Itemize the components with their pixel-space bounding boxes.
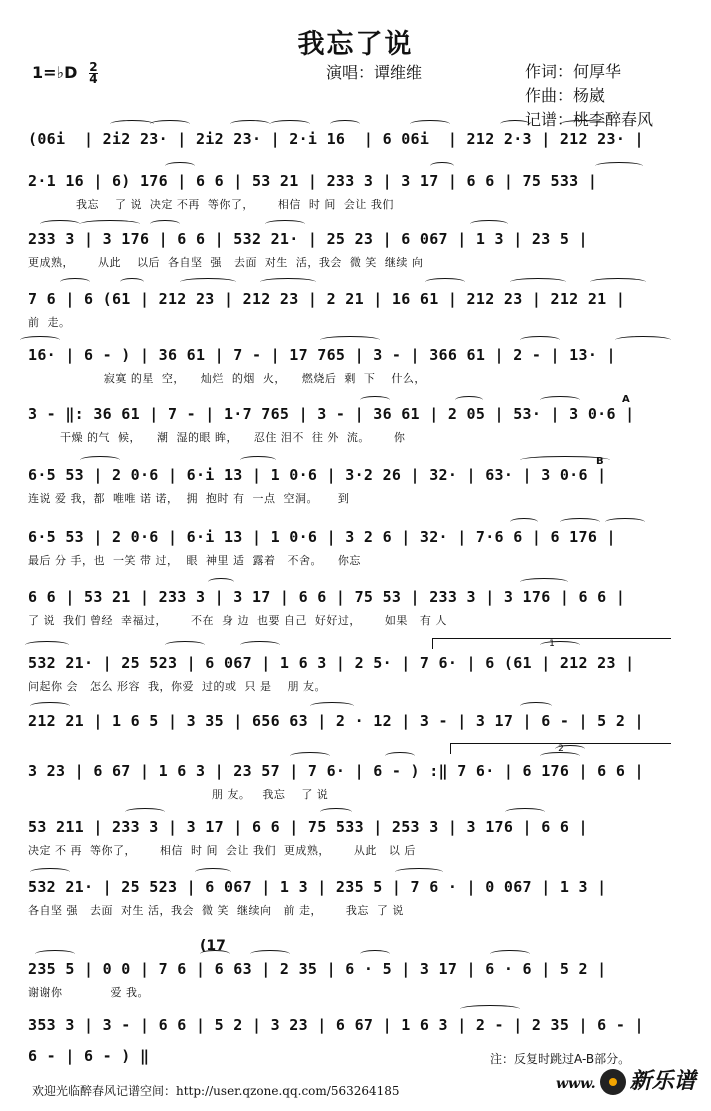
footer-text: 欢迎光临醉春风记谱空间：http://user.qzone.qq.com/563264185 [32,1084,400,1098]
lyric-line: 寂寞 的星 空， 灿烂 的烟 火， 燃烧后 剩 下 什么， [28,372,426,385]
slur-arc [60,278,90,286]
slur-arc [510,518,538,526]
notation-line: 6·5 53 | 2 0·6 | 6·i 13 | 1 0·6 | 3·2 26 | 32· | 63· | 3 0·6 | [28,466,607,484]
slur-arc [165,641,205,649]
slur-arc [470,220,508,228]
lyricist: 作词：何厚华 [525,62,622,81]
slur-arc [30,702,70,710]
notation-line: 532 21· | 25 523 | 6 067 | 1 3 | 235 5 | 7 6 · | 0 067 | 1 3 | [28,878,607,896]
notation-line: 532 21· | 25 523 | 6 067 | 1 6 3 | 2 5· | 7 6· | 6 (61 | 212 23 | [28,654,635,672]
slur-arc [265,220,305,228]
slur-arc [460,1005,520,1013]
transcriber: 记谱：桃李醉春风 [525,110,654,129]
notation-line: 3 23 | 6 67 | 1 6 3 | 23 57 | 7 6· | 6 - ) :‖ 7 6· | 6 176 | 6 6 | [28,762,644,780]
lyric-line: 我忘 了 说 决定 不再 等你了， 相信 时 间 会让 我们 [28,198,394,211]
notation-system [28,762,668,802]
notation-system [28,528,668,568]
slur-arc [120,278,144,286]
notation-system [28,346,668,386]
slur-arc [40,220,80,228]
slur-arc [320,336,380,344]
slur-arc [230,120,270,128]
lyric-line: 干燥 的气 候， 潮 湿的眼 眸， 忍住 泪不 往 外 流。 你 [28,431,406,444]
slur-arc [165,162,195,170]
notation-system [28,654,668,694]
lyric-line: 连说 爱 我，都 唯唯 诺 诺， 拥 抱时 有 一点 空洞。 到 [28,492,350,505]
slur-arc [520,456,610,464]
notation-system [28,405,668,445]
slur-arc [605,518,645,526]
notation-line: 353 3 | 3 - | 6 6 | 5 2 | 3 23 | 6 67 | 1 6 3 | 2 - | 2 35 | 6 - | [28,1016,644,1034]
notation-system [28,712,668,730]
notation-line: (06i | 2i2 23· | 2i2 23· | 2·i 16 | 6 06i | 212 2·3 | 212 23· | [28,130,644,148]
slur-arc [455,396,483,404]
logo-www: www. [556,1076,596,1092]
volta-2-label: 2 [558,744,564,754]
lyric-line: 问起你 会 怎么 形容 我，你爱 过的或 只 是 朋 友。 [28,680,326,693]
slur-arc [590,278,646,286]
notation-system [28,130,668,148]
slur-arc [80,220,140,228]
lyric-line: 朋 友。 我忘 了 说 [28,788,329,801]
slur-arc [25,641,69,649]
slur-arc [208,578,234,586]
slur-arc [150,220,180,228]
slur-arc [80,456,120,464]
slur-arc [320,808,352,816]
slur-arc [410,120,450,128]
slur-arc [125,808,165,816]
slur-arc [360,396,390,404]
slur-arc [505,808,545,816]
notation-line: 212 21 | 1 6 5 | 3 35 | 656 63 | 2 · 12 | 3 - | 3 17 | 6 - | 5 2 | [28,712,644,730]
notation-system [28,818,668,858]
slur-arc [615,336,671,344]
slur-arc [360,950,390,958]
slur-arc [260,278,316,286]
notation-line: 7 6 | 6 (61 | 212 23 | 212 23 | 2 21 | 16 61 | 212 23 | 212 21 | [28,290,626,308]
notation-system [28,1016,668,1034]
notation-line: 233 3 | 3 176 | 6 6 | 532 21· | 25 23 | 6 067 | 1 3 | 23 5 | [28,230,588,248]
notation-system [28,290,668,330]
notation-system [28,588,668,628]
slur-arc [385,752,415,760]
slur-arc [250,950,290,958]
notation-line: 2·1 16 | 6) 176 | 6 6 | 53 21 | 233 3 | 3 17 | 6 6 | 75 533 | [28,172,598,190]
notation-line: 16· | 6 - ) | 36 61 | 7 - | 17 765 | 3 - | 366 61 | 2 - | 13· | [28,346,616,364]
slur-arc [195,868,231,876]
slur-arc [425,278,465,286]
time-signature [89,62,98,85]
slur-arc [540,396,580,404]
slur-arc [200,950,230,958]
notation-line: 6 - | 6 - ) ‖ [28,1047,150,1065]
slur-arc [150,120,190,128]
slur-arc [595,162,643,170]
notation-system [28,878,668,918]
slur-arc [330,120,360,128]
lyric-line: 更成熟， 从此 以后 各自坚 强 去面 对生 活，我会 微 笑 继续 向 [28,256,424,269]
slur-arc [520,702,552,710]
key-text: 1=♭D [32,63,78,82]
song-title: 我忘了说 [297,29,414,60]
notation-line: 6·5 53 | 2 0·6 | 6·i 13 | 1 0·6 | 3 2 6 | 32· | 7·6 6 | 6 176 | [28,528,616,546]
repeat-note: 注：反复时跳过A-B部分。 [490,1052,631,1066]
slur-arc [555,745,585,753]
slur-arc [20,336,60,344]
disc-icon [600,1069,626,1095]
site-logo [556,1064,696,1095]
slur-arc [430,162,454,170]
slur-arc [310,702,354,710]
lyric-line: 前 走。 [28,316,71,329]
lyric-line: 各自坚 强 去面 对生 活，我会 微 笑 继续向 前 走， 我忘 了 说 [28,904,404,917]
lyric-line: 决定 不 再 等你了， 相信 时 间 会让 我们 更成熟， 从此 以 后 [28,844,416,857]
slur-arc [270,120,310,128]
notation-line: 3 - ‖: 36 61 | 7 - | 1·7 765 | 3 - | 36 61 | 2 05 | 53· | 3 0·6 | [28,405,635,423]
extra-notes: (17 [200,938,226,954]
slur-arc [180,278,236,286]
mark-b: B [596,456,604,467]
notation-system [28,230,668,270]
slur-arc [540,641,580,649]
lyric-line: 最后 分 手，也 一笑 带 过， 眼 神里 适 露着 不舍。 你忘 [28,554,361,567]
key-signature [32,62,98,85]
mark-a: A [622,394,630,405]
lyric-line: 谢谢你 爱 我。 [28,986,149,999]
slur-arc [490,950,530,958]
slur-arc [560,120,606,128]
meter-top: 2 [89,60,98,74]
slur-arc [35,950,75,958]
singer: 演唱：谭维维 [326,63,423,82]
slur-arc [240,641,280,649]
logo-text: 新乐谱 [629,1069,696,1094]
slur-arc [240,456,276,464]
slur-arc [560,518,600,526]
notation-system [28,172,668,212]
notation-line: 6 6 | 53 21 | 233 3 | 3 17 | 6 6 | 75 53 | 233 3 | 3 176 | 6 6 | [28,588,626,606]
slur-arc [520,336,560,344]
slur-arc [520,578,568,586]
notation-line: 53 211 | 233 3 | 3 17 | 6 6 | 75 533 | 253 3 | 3 176 | 6 6 | [28,818,588,836]
composer: 作曲：杨崴 [525,86,606,105]
notation-line: 235 5 | 0 0 | 7 6 | 6 63 | 2 35 | 6 · 5 | 3 17 | 6 · 6 | 5 2 | [28,960,607,978]
slur-arc [540,752,580,760]
lyric-line: 了 说 我们 曾经 幸福过， 不在 身 边 也要 自己 好好过， 如果 有 人 [28,614,447,627]
volta-1-label: 1 [549,639,555,649]
notation-system [28,960,668,1000]
slur-arc [110,120,154,128]
slur-arc [30,868,70,876]
slur-arc [500,120,530,128]
meter-bottom: 4 [89,72,98,86]
slur-arc [395,868,443,876]
slur-arc [510,278,566,286]
slur-arc [290,752,330,760]
notation-system [28,466,668,506]
